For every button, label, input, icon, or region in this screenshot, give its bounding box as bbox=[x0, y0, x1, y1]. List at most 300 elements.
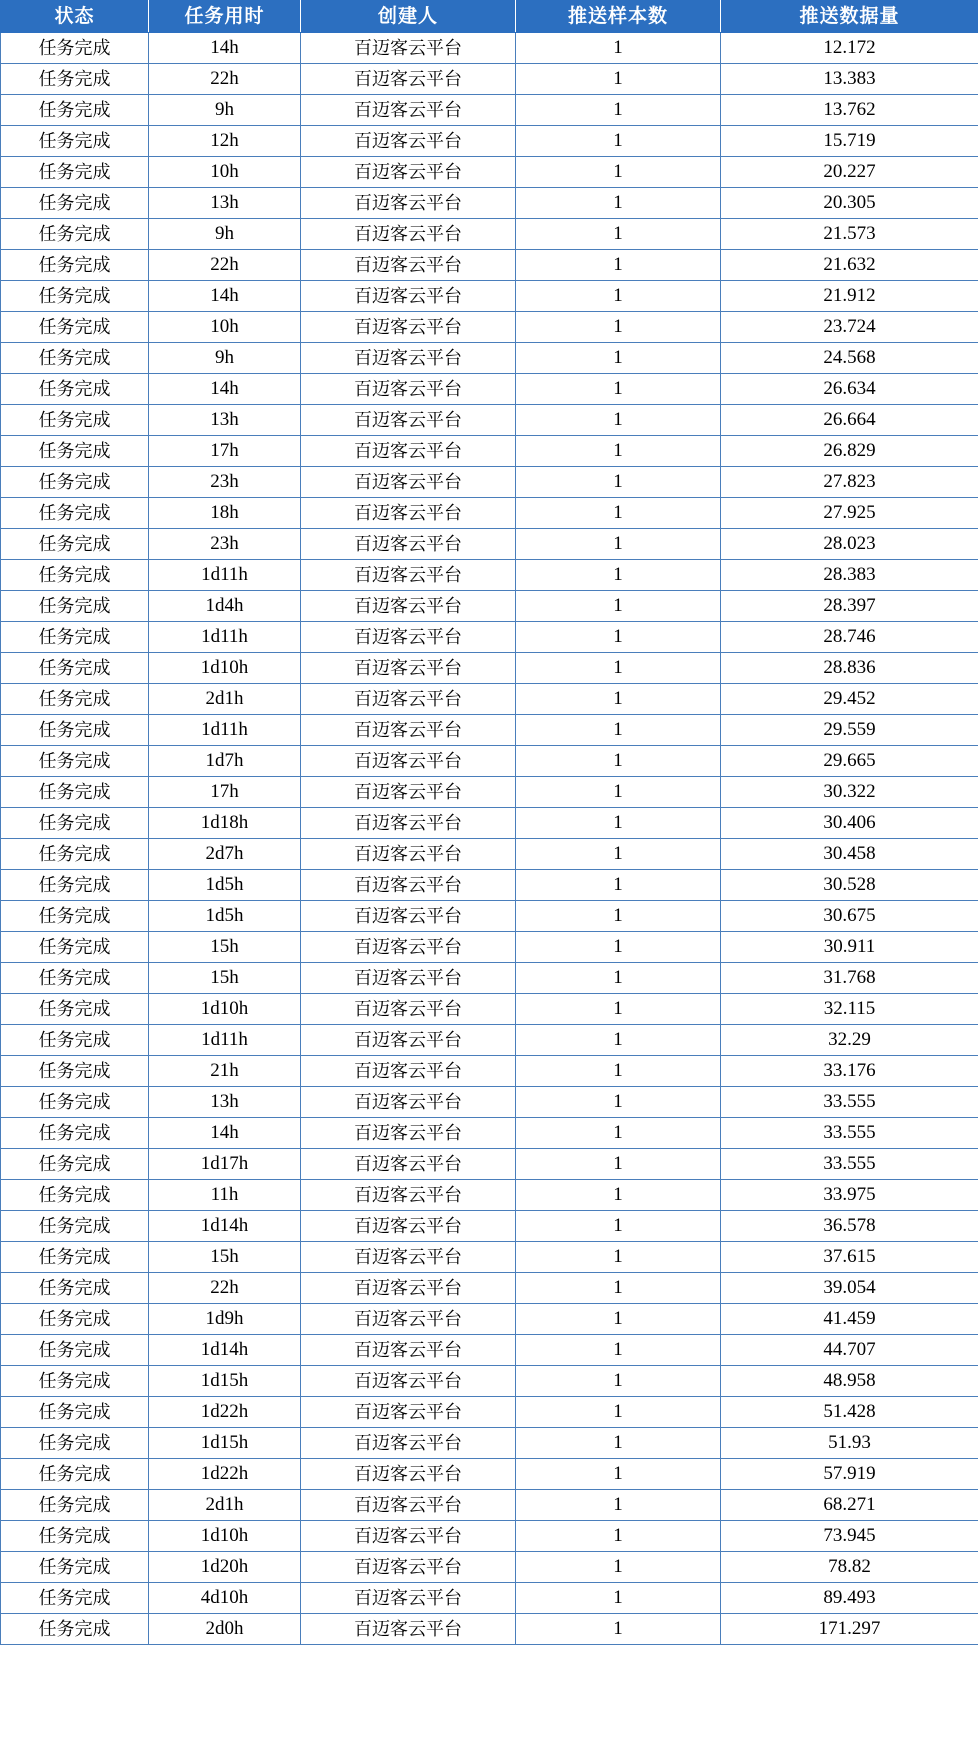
cell-sample-count: 1 bbox=[516, 1304, 721, 1335]
cell-creator: 百迈客云平台 bbox=[301, 746, 516, 777]
cell-data-volume: 48.958 bbox=[721, 1366, 978, 1397]
cell-sample-count: 1 bbox=[516, 746, 721, 777]
cell-status: 任务完成 bbox=[1, 1335, 149, 1366]
cell-sample-count: 1 bbox=[516, 963, 721, 994]
cell-sample-count: 1 bbox=[516, 250, 721, 281]
table-header-row bbox=[1, 1, 978, 33]
table-row bbox=[1, 715, 978, 746]
cell-data-volume: 30.406 bbox=[721, 808, 978, 839]
cell-sample-count: 1 bbox=[516, 1490, 721, 1521]
cell-status: 任务完成 bbox=[1, 1118, 149, 1149]
cell-duration: 1d5h bbox=[149, 870, 301, 901]
table-row bbox=[1, 374, 978, 405]
cell-creator: 百迈客云平台 bbox=[301, 1397, 516, 1428]
cell-data-volume: 33.555 bbox=[721, 1087, 978, 1118]
cell-creator: 百迈客云平台 bbox=[301, 1273, 516, 1304]
cell-creator: 百迈客云平台 bbox=[301, 529, 516, 560]
cell-sample-count: 1 bbox=[516, 33, 721, 64]
cell-sample-count: 1 bbox=[516, 1366, 721, 1397]
cell-data-volume: 30.528 bbox=[721, 870, 978, 901]
cell-sample-count: 1 bbox=[516, 1242, 721, 1273]
cell-status: 任务完成 bbox=[1, 870, 149, 901]
cell-creator: 百迈客云平台 bbox=[301, 1521, 516, 1552]
cell-creator: 百迈客云平台 bbox=[301, 157, 516, 188]
cell-data-volume: 36.578 bbox=[721, 1211, 978, 1242]
cell-duration: 1d22h bbox=[149, 1459, 301, 1490]
cell-data-volume: 12.172 bbox=[721, 33, 978, 64]
cell-sample-count: 1 bbox=[516, 1180, 721, 1211]
cell-sample-count: 1 bbox=[516, 405, 721, 436]
cell-data-volume: 68.271 bbox=[721, 1490, 978, 1521]
cell-creator: 百迈客云平台 bbox=[301, 1583, 516, 1614]
cell-status: 任务完成 bbox=[1, 839, 149, 870]
cell-data-volume: 27.823 bbox=[721, 467, 978, 498]
table-row bbox=[1, 250, 978, 281]
table-row bbox=[1, 188, 978, 219]
cell-data-volume: 32.29 bbox=[721, 1025, 978, 1056]
cell-status: 任务完成 bbox=[1, 1025, 149, 1056]
cell-status: 任务完成 bbox=[1, 33, 149, 64]
cell-duration: 1d11h bbox=[149, 715, 301, 746]
table-row bbox=[1, 684, 978, 715]
cell-duration: 1d9h bbox=[149, 1304, 301, 1335]
cell-data-volume: 15.719 bbox=[721, 126, 978, 157]
cell-data-volume: 78.82 bbox=[721, 1552, 978, 1583]
cell-sample-count: 1 bbox=[516, 436, 721, 467]
table-row bbox=[1, 932, 978, 963]
table-row bbox=[1, 281, 978, 312]
cell-creator: 百迈客云平台 bbox=[301, 1242, 516, 1273]
cell-duration: 23h bbox=[149, 467, 301, 498]
cell-duration: 1d11h bbox=[149, 560, 301, 591]
cell-duration: 21h bbox=[149, 1056, 301, 1087]
table-row bbox=[1, 653, 978, 684]
cell-status: 任务完成 bbox=[1, 1397, 149, 1428]
cell-status: 任务完成 bbox=[1, 963, 149, 994]
cell-creator: 百迈客云平台 bbox=[301, 684, 516, 715]
cell-status: 任务完成 bbox=[1, 653, 149, 684]
cell-creator: 百迈客云平台 bbox=[301, 1304, 516, 1335]
cell-sample-count: 1 bbox=[516, 157, 721, 188]
cell-status: 任务完成 bbox=[1, 1180, 149, 1211]
cell-status: 任务完成 bbox=[1, 622, 149, 653]
cell-sample-count: 1 bbox=[516, 1149, 721, 1180]
table-row bbox=[1, 1025, 978, 1056]
cell-data-volume: 21.573 bbox=[721, 219, 978, 250]
cell-status: 任务完成 bbox=[1, 467, 149, 498]
cell-creator: 百迈客云平台 bbox=[301, 1056, 516, 1087]
cell-duration: 10h bbox=[149, 157, 301, 188]
table-row bbox=[1, 343, 978, 374]
cell-sample-count: 1 bbox=[516, 1118, 721, 1149]
cell-status: 任务完成 bbox=[1, 1459, 149, 1490]
table-row bbox=[1, 777, 978, 808]
cell-status: 任务完成 bbox=[1, 1366, 149, 1397]
table-row bbox=[1, 1552, 978, 1583]
cell-sample-count: 1 bbox=[516, 870, 721, 901]
cell-duration: 1d22h bbox=[149, 1397, 301, 1428]
cell-creator: 百迈客云平台 bbox=[301, 1459, 516, 1490]
cell-sample-count: 1 bbox=[516, 808, 721, 839]
cell-data-volume: 39.054 bbox=[721, 1273, 978, 1304]
table-row bbox=[1, 1521, 978, 1552]
cell-data-volume: 30.458 bbox=[721, 839, 978, 870]
cell-data-volume: 41.459 bbox=[721, 1304, 978, 1335]
cell-sample-count: 1 bbox=[516, 560, 721, 591]
cell-data-volume: 26.829 bbox=[721, 436, 978, 467]
cell-status: 任务完成 bbox=[1, 560, 149, 591]
cell-data-volume: 20.305 bbox=[721, 188, 978, 219]
cell-sample-count: 1 bbox=[516, 1614, 721, 1645]
cell-creator: 百迈客云平台 bbox=[301, 808, 516, 839]
table-row bbox=[1, 1087, 978, 1118]
cell-status: 任务完成 bbox=[1, 1521, 149, 1552]
cell-status: 任务完成 bbox=[1, 1490, 149, 1521]
cell-creator: 百迈客云平台 bbox=[301, 1025, 516, 1056]
table-row bbox=[1, 591, 978, 622]
cell-creator: 百迈客云平台 bbox=[301, 1149, 516, 1180]
cell-duration: 22h bbox=[149, 1273, 301, 1304]
column-header-status: 状态 bbox=[1, 1, 149, 33]
cell-duration: 9h bbox=[149, 95, 301, 126]
table-row bbox=[1, 808, 978, 839]
cell-creator: 百迈客云平台 bbox=[301, 498, 516, 529]
cell-status: 任务完成 bbox=[1, 684, 149, 715]
column-header-data-volume: 推送数据量 bbox=[721, 1, 978, 33]
cell-creator: 百迈客云平台 bbox=[301, 1614, 516, 1645]
cell-status: 任务完成 bbox=[1, 219, 149, 250]
cell-creator: 百迈客云平台 bbox=[301, 219, 516, 250]
cell-data-volume: 24.568 bbox=[721, 343, 978, 374]
cell-duration: 1d11h bbox=[149, 1025, 301, 1056]
cell-status: 任务完成 bbox=[1, 1583, 149, 1614]
table-body bbox=[1, 33, 978, 1645]
cell-status: 任务完成 bbox=[1, 95, 149, 126]
cell-data-volume: 32.115 bbox=[721, 994, 978, 1025]
cell-data-volume: 57.919 bbox=[721, 1459, 978, 1490]
table-row bbox=[1, 1242, 978, 1273]
table-row bbox=[1, 312, 978, 343]
cell-duration: 15h bbox=[149, 1242, 301, 1273]
cell-duration: 11h bbox=[149, 1180, 301, 1211]
cell-duration: 1d5h bbox=[149, 901, 301, 932]
cell-sample-count: 1 bbox=[516, 1335, 721, 1366]
cell-data-volume: 28.023 bbox=[721, 529, 978, 560]
cell-sample-count: 1 bbox=[516, 994, 721, 1025]
cell-sample-count: 1 bbox=[516, 312, 721, 343]
cell-duration: 1d10h bbox=[149, 653, 301, 684]
cell-duration: 13h bbox=[149, 405, 301, 436]
table-row bbox=[1, 1335, 978, 1366]
cell-duration: 1d14h bbox=[149, 1211, 301, 1242]
cell-duration: 22h bbox=[149, 64, 301, 95]
cell-creator: 百迈客云平台 bbox=[301, 281, 516, 312]
cell-sample-count: 1 bbox=[516, 219, 721, 250]
table-row bbox=[1, 560, 978, 591]
cell-creator: 百迈客云平台 bbox=[301, 126, 516, 157]
cell-creator: 百迈客云平台 bbox=[301, 1366, 516, 1397]
cell-status: 任务完成 bbox=[1, 1149, 149, 1180]
cell-creator: 百迈客云平台 bbox=[301, 715, 516, 746]
cell-status: 任务完成 bbox=[1, 591, 149, 622]
cell-status: 任务完成 bbox=[1, 1242, 149, 1273]
cell-duration: 15h bbox=[149, 932, 301, 963]
cell-creator: 百迈客云平台 bbox=[301, 1552, 516, 1583]
cell-data-volume: 20.227 bbox=[721, 157, 978, 188]
table-row bbox=[1, 1614, 978, 1645]
cell-sample-count: 1 bbox=[516, 1273, 721, 1304]
cell-duration: 1d10h bbox=[149, 994, 301, 1025]
cell-sample-count: 1 bbox=[516, 126, 721, 157]
cell-creator: 百迈客云平台 bbox=[301, 1490, 516, 1521]
cell-duration: 1d14h bbox=[149, 1335, 301, 1366]
cell-data-volume: 26.634 bbox=[721, 374, 978, 405]
cell-sample-count: 1 bbox=[516, 777, 721, 808]
cell-data-volume: 33.555 bbox=[721, 1149, 978, 1180]
cell-duration: 1d4h bbox=[149, 591, 301, 622]
cell-data-volume: 30.322 bbox=[721, 777, 978, 808]
cell-data-volume: 30.911 bbox=[721, 932, 978, 963]
cell-sample-count: 1 bbox=[516, 591, 721, 622]
cell-status: 任务完成 bbox=[1, 250, 149, 281]
cell-status: 任务完成 bbox=[1, 808, 149, 839]
cell-creator: 百迈客云平台 bbox=[301, 963, 516, 994]
table-row bbox=[1, 467, 978, 498]
cell-status: 任务完成 bbox=[1, 1087, 149, 1118]
cell-data-volume: 51.428 bbox=[721, 1397, 978, 1428]
cell-creator: 百迈客云平台 bbox=[301, 1118, 516, 1149]
cell-data-volume: 31.768 bbox=[721, 963, 978, 994]
cell-duration: 14h bbox=[149, 33, 301, 64]
cell-status: 任务完成 bbox=[1, 1304, 149, 1335]
cell-creator: 百迈客云平台 bbox=[301, 591, 516, 622]
table-row bbox=[1, 963, 978, 994]
table-header bbox=[1, 1, 978, 33]
cell-data-volume: 33.555 bbox=[721, 1118, 978, 1149]
cell-status: 任务完成 bbox=[1, 1428, 149, 1459]
cell-status: 任务完成 bbox=[1, 777, 149, 808]
cell-creator: 百迈客云平台 bbox=[301, 994, 516, 1025]
cell-status: 任务完成 bbox=[1, 126, 149, 157]
cell-creator: 百迈客云平台 bbox=[301, 1087, 516, 1118]
cell-duration: 17h bbox=[149, 777, 301, 808]
column-header-duration: 任务用时 bbox=[149, 1, 301, 33]
cell-creator: 百迈客云平台 bbox=[301, 250, 516, 281]
cell-duration: 1d11h bbox=[149, 622, 301, 653]
cell-status: 任务完成 bbox=[1, 281, 149, 312]
cell-creator: 百迈客云平台 bbox=[301, 374, 516, 405]
cell-status: 任务完成 bbox=[1, 405, 149, 436]
cell-creator: 百迈客云平台 bbox=[301, 188, 516, 219]
table-row bbox=[1, 95, 978, 126]
cell-duration: 2d1h bbox=[149, 684, 301, 715]
cell-data-volume: 30.675 bbox=[721, 901, 978, 932]
cell-data-volume: 33.975 bbox=[721, 1180, 978, 1211]
table-row bbox=[1, 870, 978, 901]
cell-status: 任务完成 bbox=[1, 932, 149, 963]
table-row bbox=[1, 498, 978, 529]
cell-creator: 百迈客云平台 bbox=[301, 622, 516, 653]
cell-data-volume: 44.707 bbox=[721, 1335, 978, 1366]
table-row bbox=[1, 1304, 978, 1335]
cell-data-volume: 28.397 bbox=[721, 591, 978, 622]
cell-status: 任务完成 bbox=[1, 529, 149, 560]
table-row bbox=[1, 839, 978, 870]
table-row bbox=[1, 1273, 978, 1304]
cell-sample-count: 1 bbox=[516, 1583, 721, 1614]
table-row bbox=[1, 157, 978, 188]
cell-status: 任务完成 bbox=[1, 1211, 149, 1242]
cell-creator: 百迈客云平台 bbox=[301, 467, 516, 498]
table-row bbox=[1, 219, 978, 250]
cell-creator: 百迈客云平台 bbox=[301, 1180, 516, 1211]
cell-sample-count: 1 bbox=[516, 529, 721, 560]
table-row bbox=[1, 405, 978, 436]
table-row bbox=[1, 622, 978, 653]
cell-data-volume: 29.665 bbox=[721, 746, 978, 777]
cell-creator: 百迈客云平台 bbox=[301, 405, 516, 436]
cell-sample-count: 1 bbox=[516, 653, 721, 684]
cell-sample-count: 1 bbox=[516, 684, 721, 715]
cell-data-volume: 37.615 bbox=[721, 1242, 978, 1273]
cell-data-volume: 29.559 bbox=[721, 715, 978, 746]
cell-status: 任务完成 bbox=[1, 436, 149, 467]
cell-status: 任务完成 bbox=[1, 1273, 149, 1304]
cell-creator: 百迈客云平台 bbox=[301, 1428, 516, 1459]
cell-data-volume: 73.945 bbox=[721, 1521, 978, 1552]
cell-creator: 百迈客云平台 bbox=[301, 1211, 516, 1242]
cell-data-volume: 28.746 bbox=[721, 622, 978, 653]
cell-sample-count: 1 bbox=[516, 901, 721, 932]
cell-duration: 9h bbox=[149, 343, 301, 374]
cell-duration: 23h bbox=[149, 529, 301, 560]
cell-creator: 百迈客云平台 bbox=[301, 64, 516, 95]
table-row bbox=[1, 1180, 978, 1211]
cell-sample-count: 1 bbox=[516, 932, 721, 963]
cell-duration: 1d17h bbox=[149, 1149, 301, 1180]
cell-duration: 12h bbox=[149, 126, 301, 157]
cell-creator: 百迈客云平台 bbox=[301, 1335, 516, 1366]
cell-creator: 百迈客云平台 bbox=[301, 653, 516, 684]
table-row bbox=[1, 436, 978, 467]
cell-data-volume: 28.836 bbox=[721, 653, 978, 684]
cell-status: 任务完成 bbox=[1, 1056, 149, 1087]
cell-sample-count: 1 bbox=[516, 1459, 721, 1490]
cell-duration: 2d7h bbox=[149, 839, 301, 870]
cell-sample-count: 1 bbox=[516, 188, 721, 219]
cell-creator: 百迈客云平台 bbox=[301, 932, 516, 963]
cell-sample-count: 1 bbox=[516, 64, 721, 95]
cell-data-volume: 51.93 bbox=[721, 1428, 978, 1459]
cell-sample-count: 1 bbox=[516, 95, 721, 126]
table-row bbox=[1, 901, 978, 932]
cell-status: 任务完成 bbox=[1, 374, 149, 405]
cell-duration: 13h bbox=[149, 188, 301, 219]
cell-sample-count: 1 bbox=[516, 1056, 721, 1087]
cell-status: 任务完成 bbox=[1, 746, 149, 777]
cell-duration: 15h bbox=[149, 963, 301, 994]
table-row bbox=[1, 994, 978, 1025]
table-row bbox=[1, 1428, 978, 1459]
cell-status: 任务完成 bbox=[1, 64, 149, 95]
cell-creator: 百迈客云平台 bbox=[301, 901, 516, 932]
cell-data-volume: 23.724 bbox=[721, 312, 978, 343]
cell-duration: 14h bbox=[149, 374, 301, 405]
table-row bbox=[1, 1149, 978, 1180]
cell-duration: 14h bbox=[149, 281, 301, 312]
cell-duration: 4d10h bbox=[149, 1583, 301, 1614]
cell-sample-count: 1 bbox=[516, 1428, 721, 1459]
cell-creator: 百迈客云平台 bbox=[301, 870, 516, 901]
table-row bbox=[1, 64, 978, 95]
table-row bbox=[1, 1459, 978, 1490]
cell-sample-count: 1 bbox=[516, 622, 721, 653]
cell-sample-count: 1 bbox=[516, 1087, 721, 1118]
cell-duration: 17h bbox=[149, 436, 301, 467]
table-row bbox=[1, 33, 978, 64]
cell-status: 任务完成 bbox=[1, 994, 149, 1025]
cell-creator: 百迈客云平台 bbox=[301, 777, 516, 808]
cell-creator: 百迈客云平台 bbox=[301, 312, 516, 343]
cell-status: 任务完成 bbox=[1, 901, 149, 932]
cell-data-volume: 89.493 bbox=[721, 1583, 978, 1614]
cell-data-volume: 171.297 bbox=[721, 1614, 978, 1645]
cell-sample-count: 1 bbox=[516, 715, 721, 746]
table-row bbox=[1, 1583, 978, 1614]
cell-sample-count: 1 bbox=[516, 1211, 721, 1242]
cell-sample-count: 1 bbox=[516, 839, 721, 870]
cell-sample-count: 1 bbox=[516, 1397, 721, 1428]
cell-duration: 1d18h bbox=[149, 808, 301, 839]
table-row bbox=[1, 746, 978, 777]
table-row bbox=[1, 1490, 978, 1521]
cell-sample-count: 1 bbox=[516, 343, 721, 374]
cell-duration: 10h bbox=[149, 312, 301, 343]
cell-status: 任务完成 bbox=[1, 312, 149, 343]
cell-data-volume: 21.912 bbox=[721, 281, 978, 312]
table-row bbox=[1, 1056, 978, 1087]
cell-data-volume: 33.176 bbox=[721, 1056, 978, 1087]
cell-creator: 百迈客云平台 bbox=[301, 33, 516, 64]
cell-creator: 百迈客云平台 bbox=[301, 95, 516, 126]
cell-duration: 1d10h bbox=[149, 1521, 301, 1552]
cell-sample-count: 1 bbox=[516, 467, 721, 498]
cell-status: 任务完成 bbox=[1, 498, 149, 529]
column-header-creator: 创建人 bbox=[301, 1, 516, 33]
cell-sample-count: 1 bbox=[516, 498, 721, 529]
table-row bbox=[1, 1397, 978, 1428]
cell-duration: 13h bbox=[149, 1087, 301, 1118]
cell-creator: 百迈客云平台 bbox=[301, 560, 516, 591]
cell-creator: 百迈客云平台 bbox=[301, 436, 516, 467]
cell-duration: 1d15h bbox=[149, 1428, 301, 1459]
cell-sample-count: 1 bbox=[516, 1552, 721, 1583]
cell-duration: 18h bbox=[149, 498, 301, 529]
column-header-sample-count: 推送样本数 bbox=[516, 1, 721, 33]
cell-duration: 2d1h bbox=[149, 1490, 301, 1521]
cell-sample-count: 1 bbox=[516, 1025, 721, 1056]
table-row bbox=[1, 1211, 978, 1242]
cell-data-volume: 29.452 bbox=[721, 684, 978, 715]
table-row bbox=[1, 126, 978, 157]
cell-data-volume: 26.664 bbox=[721, 405, 978, 436]
cell-status: 任务完成 bbox=[1, 157, 149, 188]
cell-data-volume: 13.762 bbox=[721, 95, 978, 126]
table-row bbox=[1, 1118, 978, 1149]
cell-duration: 1d15h bbox=[149, 1366, 301, 1397]
table-row bbox=[1, 529, 978, 560]
cell-sample-count: 1 bbox=[516, 374, 721, 405]
